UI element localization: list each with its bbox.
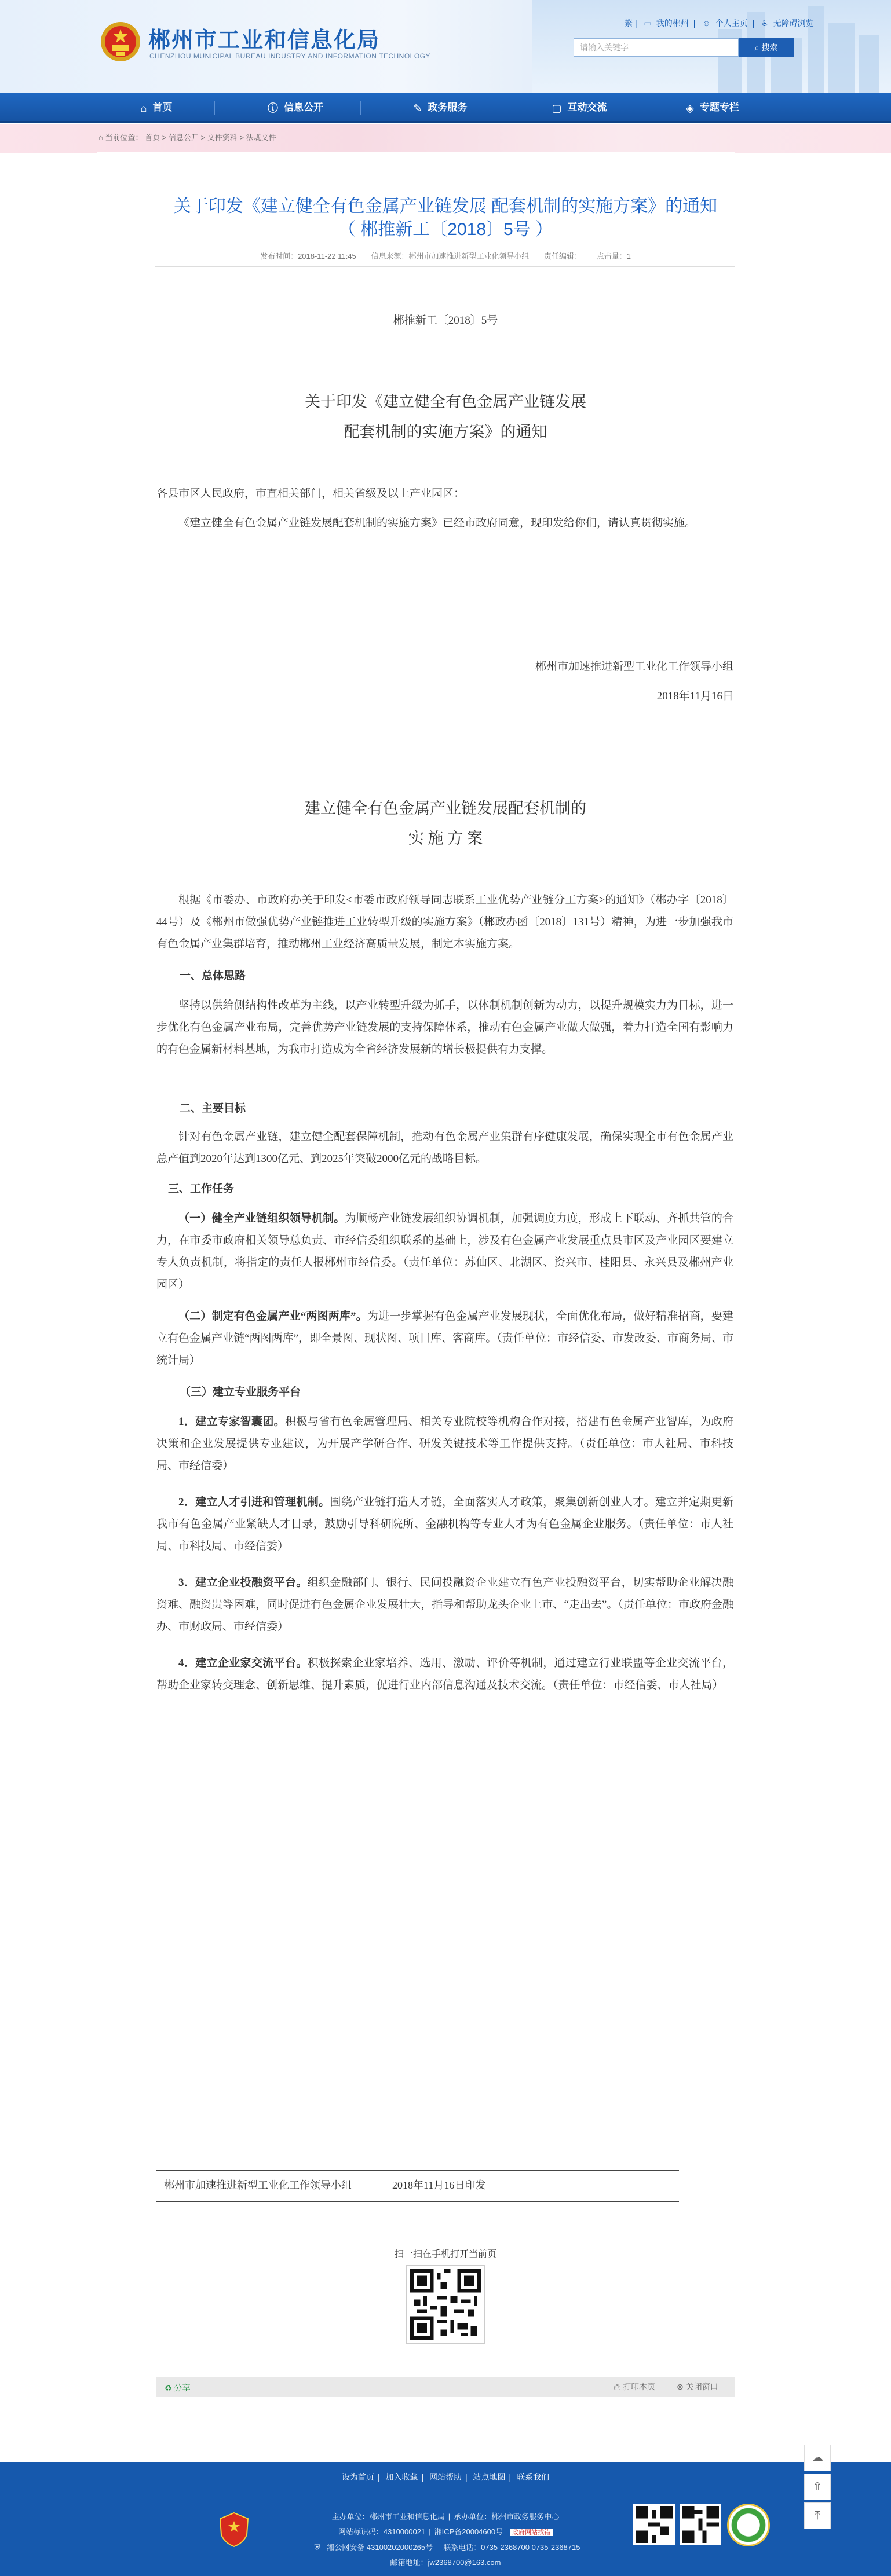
- wechat-float-button[interactable]: [804, 2445, 831, 2471]
- search-input[interactable]: 请输入关键字: [574, 38, 739, 57]
- sitemap-link[interactable]: 站点地图: [473, 2472, 506, 2482]
- task-paragraph: 1．建立专家智囊团。积极与省有色金属管理局、相关专业院校等机构合作对接，搭建有色金属产业智库，为政府决策和企业发展提供专业建议，为开展产学研合作、研发关键技术等工作提供支持。（责任单位：市人社局、市科技局、市经信委）: [156, 1416, 733, 1472]
- my-chenzhou-link[interactable]: ▭ 我的郴州: [644, 19, 689, 28]
- salutation: 各县市区人民政府，市直相关部门，相关省级及以上产业园区：: [156, 488, 465, 500]
- task-paragraph: 4．建立企业家交流平台。积极探索企业家培养、选用、激励、评价等机制，通过建立行业联盟等企业交流平台，帮助企业家转变理念、创新思维、提升素质，促进行业内部信息沟通及技术交流。（责任单位：市经信委、市人社局）: [156, 1657, 733, 1691]
- page-qr-code: [406, 2265, 485, 2344]
- police-badge-icon: ⛨: [314, 2543, 320, 2552]
- arrow-up-icon: ⤒: [815, 2509, 820, 2522]
- doc-number: 郴推新工〔2018〕5号: [393, 314, 498, 327]
- location-icon: ⌂: [98, 133, 105, 142]
- breadcrumb: ⌂ 当前位置： 首页 > 信息公开 > 文件资料 > 法规文件: [98, 133, 276, 142]
- section-paragraph: 坚持以供给侧结构性改革为主线，以产业转型升级为抓手，以体制机制创新为动力，以提升规模实力为目标，进一步优化有色金属产业布局，完善优势产业链发展的支持保障体系，推动有色金属产业做大做强，着力打造全国有影响力的有色金属新材料基地，为我市打造成为全省经济发展新的增长极提供有力支撑。: [156, 999, 733, 1056]
- nav-info-disclosure[interactable]: ⓘ 信息公开: [238, 93, 353, 123]
- task-paragraph: 2．建立人才引进和管理机制。围绕产业链打造人才链，全面落实人才政策，聚集创新创业人才。建立并定期更新我市有色金属产业紧缺人才目录，鼓励引导科研院所、金融机构等专业人才为有色金属企业服务。（责任单位：市人社局、市科技局、市经信委）: [156, 1496, 733, 1552]
- site-title[interactable]: 郴州市工业和信息化局: [148, 27, 381, 53]
- section-heading: 二、主要目标: [180, 1102, 246, 1115]
- plan-title: 建立健全有色金属产业链发展配套机制的 实 施 方 案: [305, 800, 586, 847]
- search-icon: ⌕: [754, 43, 762, 52]
- main-nav: [0, 93, 891, 123]
- section-heading: 一、总体思路: [180, 970, 246, 982]
- contact-link[interactable]: 联系我们: [517, 2472, 550, 2482]
- info-source: 信息来源：郴州市加速推进新型工业化领导小组: [371, 252, 530, 261]
- info-icon: ⓘ: [268, 102, 278, 114]
- footer-issuer: 郴州市加速推进新型工业化工作领导小组: [164, 2179, 352, 2191]
- notice-title: 关于印发《建立健全有色金属产业链发展 配套机制的实施方案》的通知: [305, 393, 586, 441]
- chat-icon: ▢: [552, 102, 562, 114]
- operator-unit: 承办单位：郴州市政务服务中心: [454, 2512, 560, 2521]
- close-icon: ⊗: [677, 2382, 686, 2391]
- qr-label: 扫一扫在手机打开当前页: [394, 2249, 496, 2259]
- gov-site-badge-icon[interactable]: [727, 2504, 770, 2546]
- host-unit: 主办单位：郴州市工业和信息化局: [331, 2512, 445, 2521]
- print-button[interactable]: ⎙ 打印本页: [614, 2382, 656, 2391]
- publish-time: 发布时间：2018-11-22 11:45: [260, 252, 356, 261]
- personal-home-link[interactable]: ☺ 个人主页: [702, 19, 748, 28]
- divider: [156, 2201, 679, 2202]
- article-meta: [0, 250, 891, 261]
- wechat-qr-code: [633, 2504, 675, 2545]
- footer-info: 主办单位：郴州市工业和信息化局 | 承办单位：郴州市政务服务中心 网站标识码：4310000021 | 湘ICP备20004600号 政府网站找错 ⛨ 湘公网安备 43100202000265号 联系电话：0735-2368700 0735-2368715 邮箱地址：jw2368700@163.com: [0, 2509, 891, 2570]
- share-button[interactable]: ♻ 分享: [165, 2383, 191, 2392]
- edit-icon: ✎: [413, 102, 422, 114]
- divider: [155, 266, 735, 267]
- contact-phone: 联系电话：0735-2368700 0735-2368715: [443, 2543, 580, 2552]
- close-window-button[interactable]: ⊗ 关闭窗口: [677, 2382, 718, 2391]
- task-paragraph: （一）健全产业链组织领导机制。为顺畅产业链发展组织协调机制，加强调度力度，形成上下联动、齐抓共管的合力，在市委市政府相关领导总负责、市经信委组织联系的基础上，涉及有色金属产业发展重点县市区及产业园区要建立专人负责机制，将指定的责任人报郴州市经信委。（责任单位：苏仙区、北湖区、资兴市、桂阳县、永兴县及郴州产业园区）: [156, 1212, 733, 1291]
- nav-government-services[interactable]: ✎ 政务服务: [382, 93, 498, 123]
- page-title: 关于印发《建立健全有色金属产业链发展 配套机制的实施方案》的通知 （ 郴推新工〔2018〕5号 ）: [173, 197, 718, 239]
- issue-date: 2018年11月16日: [656, 690, 733, 702]
- print-icon: ⎙: [614, 2382, 623, 2391]
- task-paragraph: （二）制定有色金属产业“两图两库”。为进一步掌握有色金属产业发展现状，全面优化布局，做好精准招商，要建立有色金属产业链“两图两库”，即全景图、现状图、项目库、客商库。（责任单位：市经信委、市发改委、市商务局、市统计局）: [156, 1310, 733, 1366]
- set-homepage-link[interactable]: 设为首页: [341, 2472, 374, 2482]
- intro-paragraph: 根据《市委办、市政府办关于印发<市委市政府领导同志联系工业优势产业链分工方案>的通知》（郴办字〔2018〕44号）及《郴州市做强优势产业链推进工业转型升级的实施方案》（郴政办函〔2018〕131号）精神，为进一步加强我市有色金属产业集群培育，推动郴州工业经济高质量发展，制定本实施方案。: [156, 894, 733, 950]
- divider: [156, 2170, 679, 2171]
- accessibility-link[interactable]: ♿ 无障碍浏览: [761, 19, 814, 28]
- section-paragraph: 针对有色金属产业链，建立健全配套保障机制，推动有色金属产业集群有序健康发展，确保实现全市有色金属产业总产值到2020年达到1300亿元、到2025年突破2000亿元的战略目标。: [156, 1131, 733, 1165]
- nav-special-topics[interactable]: ◈ 专题专栏: [655, 93, 771, 123]
- layers-icon: ◈: [686, 102, 694, 114]
- task-paragraph: 3．建立企业投融资平台。组织金融部门、银行、民间投融资企业建立有色产业投融资平台，切实帮助企业解决融资难、融资贵等困难，同时促进有色金属企业发展壮大，指导和帮助龙头企业上市、“走出去”。（责任单位：市政府金融办、市财政局、市经信委）: [156, 1577, 733, 1633]
- breadcrumb-item[interactable]: 首页: [145, 133, 160, 142]
- section-heading: 三、工作任务: [168, 1183, 235, 1195]
- nav-interaction[interactable]: ▢ 互动交流: [521, 93, 637, 123]
- share-icon: ♻: [165, 2383, 174, 2392]
- site-help-link[interactable]: 网站帮助: [429, 2472, 462, 2482]
- user-icon: ☺: [702, 19, 711, 28]
- site-subtitle: CHENZHOU MUNICIPAL BUREAU INDUSTRY AND INFORMATION TECHNOLOGY: [149, 52, 430, 60]
- home-icon: ⌂: [140, 102, 147, 114]
- police-record[interactable]: ⛨ 湘公网安备 43100202000265号: [314, 2543, 433, 2552]
- traditional-chinese-link[interactable]: 繁: [625, 19, 633, 28]
- site-id: 网站标识码：4310000021: [338, 2527, 426, 2536]
- nav-home[interactable]: ⌂ 首页: [98, 93, 214, 123]
- top-links: 繁 | ▭ 我的郴州 | ☺ 个人主页 | ♿ 无障碍浏览: [622, 17, 819, 29]
- breadcrumb-item[interactable]: 信息公开: [168, 133, 199, 142]
- editor: 责任编辑：: [544, 252, 582, 261]
- share-icon: ⇧: [812, 2480, 823, 2493]
- view-count: 点击量：1: [596, 252, 631, 261]
- share-float-button[interactable]: [804, 2474, 831, 2500]
- issuer: 郴州市加速推进新型工业化工作领导小组: [535, 661, 733, 673]
- accessibility-icon: ♿: [761, 19, 769, 28]
- add-favorite-link[interactable]: 加入收藏: [385, 2472, 418, 2482]
- wechat-icon: ☁: [812, 2452, 823, 2464]
- notice-body: 《建立健全有色金属产业链发展配套机制的实施方案》已经市政府同意，现印发给你们，请认真贯彻实施。: [178, 517, 696, 529]
- footer-links: 设为首页 | 加入收藏 | 网站帮助 | 站点地图 | 联系我们: [341, 2472, 550, 2482]
- contact-email: 邮箱地址：jw2368700@163.com: [390, 2558, 501, 2567]
- weibo-qr-code: [680, 2504, 721, 2545]
- national-emblem-icon: [100, 20, 141, 65]
- back-to-top-button[interactable]: [804, 2502, 831, 2529]
- error-report-link[interactable]: 政府网站找错: [510, 2529, 553, 2536]
- icp-number[interactable]: 湘ICP备20004600号: [434, 2527, 503, 2536]
- search-button[interactable]: ⌕ 搜索: [739, 38, 794, 57]
- footer-date: 2018年11月16日印发: [392, 2179, 486, 2191]
- monitor-icon: ▭: [644, 19, 652, 28]
- breadcrumb-item[interactable]: 文件资料: [207, 133, 238, 142]
- task-heading: （三）建立专业服务平台: [180, 1386, 301, 1398]
- breadcrumb-item[interactable]: 法规文件: [246, 133, 276, 142]
